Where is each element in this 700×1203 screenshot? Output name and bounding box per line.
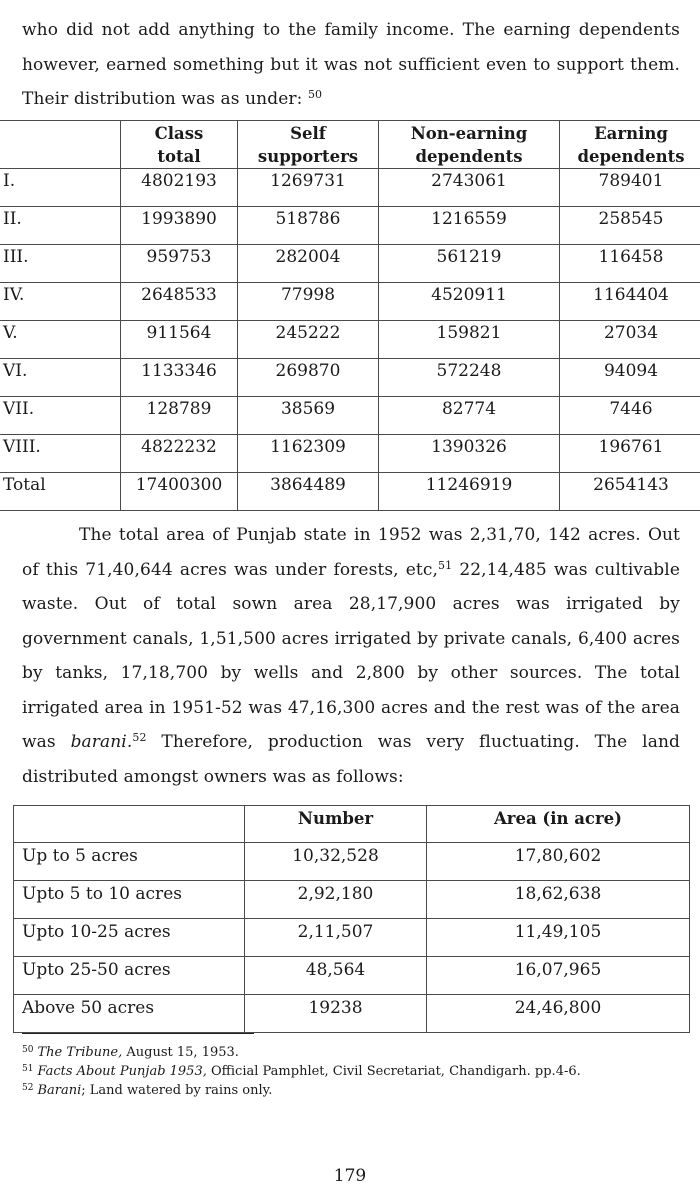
table-cell: 258545 [560,207,700,245]
table-cell: 2,11,507 [245,919,427,957]
table-row [0,435,700,473]
table-cell: 959753 [121,245,238,283]
header-number: Number [245,806,427,843]
table-row [0,207,700,245]
table-header-row [14,806,690,843]
table-row [14,919,690,957]
table-cell: 269870 [238,359,379,397]
table-cell: 1133346 [121,359,238,397]
table-cell: 245222 [238,321,379,359]
table-cell: 282004 [238,245,379,283]
table-row [14,957,690,995]
header-earning-dependents: Earning dependents [560,121,700,169]
table-cell: 911564 [121,321,238,359]
row-label: IV. [0,283,121,321]
table-cell: 561219 [379,245,560,283]
barani-term: barani. [70,732,133,752]
header-self-supporters: Self supporters [238,121,379,169]
table-row [0,245,700,283]
page-number: 179 [333,1166,367,1186]
paragraph-text: 22,14,485 was cultivable waste. Out of total sown area 28,17,900 acres was irrigated by government canals, 1,51,500 acres irrigated by private canals, 6,400 acres by tanks, 17,18,700 by wells and 2,800 by other sources. The total irrigated area in 1951-52 was 47,16,300 acres and the rest was of the area was [22,559,680,752]
table-cell: 48,564 [245,957,427,995]
table-cell: 3864489 [238,473,379,511]
paragraph-intro-text: who did not add anything to the family income. The earning dependents however, earned something but it was not sufficient even to support them. Their distribution was as under: [22,20,680,109]
table-cell: 18,62,638 [427,881,690,919]
table-cell: 1993890 [121,207,238,245]
table-cell: 4822232 [121,435,238,473]
table-cell: 1269731 [238,169,379,207]
table-cell: 94094 [560,359,700,397]
table-cell: 24,46,800 [427,995,690,1033]
header-class-total: Class total [121,121,238,169]
header-blank [14,806,245,843]
table-cell: 17,80,602 [427,843,690,881]
row-label: Upto 10-25 acres [14,919,245,957]
row-label: Up to 5 acres [14,843,245,881]
row-label: Total [0,473,121,511]
table-row [0,321,700,359]
row-label: VI. [0,359,121,397]
table-cell: 1216559 [379,207,560,245]
table-cell: 11,49,105 [427,919,690,957]
table-cell: 11246919 [379,473,560,511]
paragraph-text: Therefore, production was very fluctuating. The land distributed amongst owners was as follows: [22,732,680,787]
row-label: V. [0,321,121,359]
footnotes [22,1043,682,1100]
table-row [14,843,690,881]
table-cell: 4520911 [379,283,560,321]
row-label: III. [0,245,121,283]
row-label: Upto 25-50 acres [14,957,245,995]
table-cell: 27034 [560,321,700,359]
table-cell: 159821 [379,321,560,359]
table-cell: 1162309 [238,435,379,473]
table-cell: 116458 [560,245,700,283]
table-row [0,283,700,321]
table-cell: 2,92,180 [245,881,427,919]
table-header-row [0,121,700,169]
table-row [14,995,690,1033]
table-row [0,169,700,207]
row-label: VIII. [0,435,121,473]
table-row [0,359,700,397]
footnote-ref-52[interactable]: 52 [132,731,147,744]
table-cell: 2743061 [379,169,560,207]
occupational-class-distribution-table [0,120,700,511]
row-label: VII. [0,397,121,435]
paragraph-intro [22,13,680,117]
table-row [0,397,700,435]
table-cell: 128789 [121,397,238,435]
footnote-52: $^{52}$ Barani; Land watered by rains only. [22,1083,273,1098]
table-cell: 196761 [560,435,700,473]
table-cell: 1164404 [560,283,700,321]
table-cell: 82774 [379,397,560,435]
footnote-divider [22,1033,254,1034]
header-non-earning-dependents: Non-earning dependents [379,121,560,169]
table-cell: 2654143 [560,473,700,511]
row-label: II. [0,207,121,245]
table-cell: 77998 [238,283,379,321]
header-area: Area (in acre) [427,806,690,843]
header-blank [0,121,121,169]
table-cell: 17400300 [121,473,238,511]
table-cell: 789401 [560,169,700,207]
table-cell: 19238 [245,995,427,1033]
table-cell: 10,32,528 [245,843,427,881]
paragraph-land-area [22,518,680,794]
footnote-ref-51[interactable]: 51 [438,558,453,572]
table-cell: 2648533 [121,283,238,321]
row-label: Above 50 acres [14,995,245,1033]
footnote-ref-50[interactable]: 50 [307,88,323,101]
table-cell: 38569 [238,397,379,435]
table-cell: 518786 [238,207,379,245]
row-label: I. [0,169,121,207]
table-cell: 4802193 [121,169,238,207]
paragraph-text: The total area of Punjab state in 1952 was 2,31,70, 142 acres. Out of this 71,40,644 acres was under forests, etc, [22,525,680,580]
table-cell: 7446 [560,397,700,435]
table-cell: 1390326 [379,435,560,473]
land-ownership-table [13,805,690,1033]
table-row [0,473,700,511]
footnote-51: $^{51}$ Facts About Punjab 1953, Official Pamphlet, Civil Secretariat, Chandigarh. pp.4-6. [22,1064,581,1079]
row-label: Upto 5 to 10 acres [14,881,245,919]
footnote-50: $^{50}$ The Tribune, August 15, 1953. [22,1045,239,1060]
table-cell: 572248 [379,359,560,397]
table-row [14,881,690,919]
table-cell: 16,07,965 [427,957,690,995]
